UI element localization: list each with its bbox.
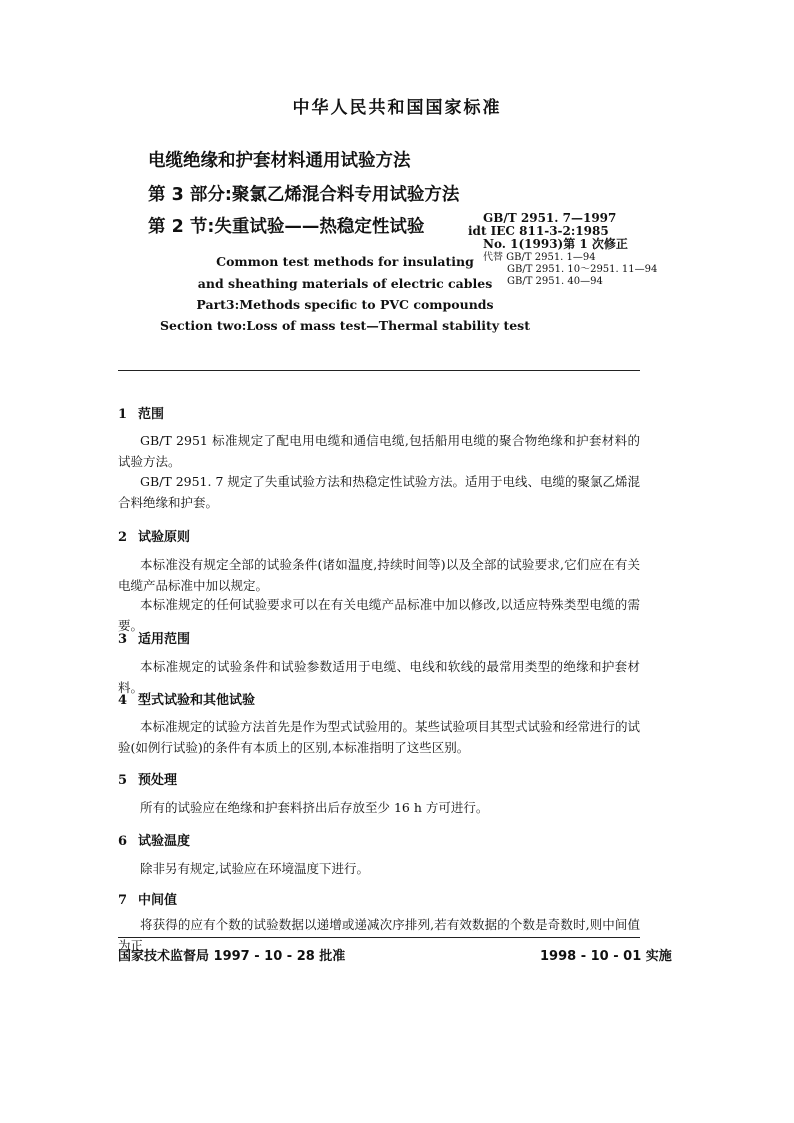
section-6-heading	[118, 830, 190, 849]
title-en-line-1: Common test methods for insulating	[216, 254, 474, 269]
replaces-line-1: 代替 GB/T 2951. 1—94	[483, 252, 596, 263]
national-standard-title: 中华人民共和国国家标准	[292, 98, 502, 118]
section-1-paragraph-1: GB/T 2951 标准规定了配电用电缆和通信电缆,包括船用电缆的聚合物绝缘和护套材料的试验方法。	[118, 433, 640, 469]
approval-date: 国家技术监督局 1997 - 10 - 28 批准	[118, 949, 346, 964]
title-cn-line-3: 第 2 节:失重试验——热稳定性试验	[148, 217, 425, 237]
section-2-paragraph-1: 本标准没有规定全部的试验条件(诸如温度,持续时间等)以及全部的试验要求,它们应在有关电缆产品标准中加以规定。	[118, 557, 640, 593]
standard-number: GB/T 2951. 7—1997	[483, 211, 617, 225]
header-divider	[118, 370, 640, 371]
section-number: 1	[118, 407, 128, 422]
section-3-heading	[118, 628, 190, 647]
section-number: 4	[118, 693, 128, 708]
section-2-heading	[118, 526, 190, 545]
section-number: 5	[118, 773, 128, 788]
title-cn-line-2: 第 3 部分:聚氯乙烯混合料专用试验方法	[148, 185, 460, 205]
amendment-note: No. 1(1993)第 1 次修正	[483, 237, 628, 251]
effective-date: 1998 - 10 - 01 实施	[540, 949, 672, 964]
title-cn-line-1: 电缆绝缘和护套材料通用试验方法	[148, 151, 411, 171]
section-title: 适用范围	[138, 632, 191, 647]
title-en-line-3: Part3:Methods specific to PVC compounds	[196, 297, 494, 312]
section-number: 6	[118, 834, 128, 849]
section-title: 型式试验和其他试验	[138, 693, 256, 708]
section-title: 试验温度	[138, 834, 191, 849]
title-en-line-4: Section two:Loss of mass test—Thermal stability test	[160, 318, 530, 333]
section-7-heading	[118, 889, 177, 908]
section-number: 3	[118, 632, 128, 647]
section-number: 2	[118, 530, 128, 545]
section-5-paragraph-1: 所有的试验应在绝缘和护套料挤出后存放至少 16 h 方可进行。	[140, 800, 489, 815]
replaces-line-3: GB/T 2951. 40—94	[507, 276, 603, 287]
section-7-paragraph-1: 将获得的应有个数的试验数据以递增或递减次序排列,若有效数据的个数是奇数时,则中间值为正	[118, 917, 640, 953]
footer-divider	[118, 937, 640, 938]
section-number: 7	[118, 893, 128, 908]
section-1-heading	[118, 403, 164, 422]
idt-reference: idt IEC 811-3-2:1985	[468, 224, 609, 238]
section-4-heading	[118, 689, 255, 708]
replaces-line-2: GB/T 2951. 10～2951. 11—94	[507, 264, 658, 275]
section-5-heading	[118, 769, 177, 788]
section-6-paragraph-1: 除非另有规定,试验应在环境温度下进行。	[140, 861, 369, 876]
section-1-paragraph-2: GB/T 2951. 7 规定了失重试验方法和热稳定性试验方法。适用于电线、电缆的聚氯乙烯混合料绝缘和护套。	[118, 474, 640, 510]
section-title: 预处理	[138, 773, 178, 788]
section-4-paragraph-1: 本标准规定的试验方法首先是作为型式试验用的。某些试验项目其型式试验和经常进行的试验(如例行试验)的条件有本质上的区别,本标准指明了这些区别。	[118, 719, 641, 755]
section-3-paragraph-1: 本标准规定的试验条件和试验参数适用于电缆、电线和软线的最常用类型的绝缘和护套材料。	[118, 659, 640, 695]
section-title: 中间值	[138, 893, 178, 908]
section-title: 试验原则	[138, 530, 191, 545]
title-en-line-2: and sheathing materials of electric cables	[197, 276, 493, 291]
section-title: 范围	[138, 407, 165, 422]
section-2-paragraph-2: 本标准规定的任何试验要求可以在有关电缆产品标准中加以修改,以适应特殊类型电缆的需要。	[118, 597, 640, 633]
